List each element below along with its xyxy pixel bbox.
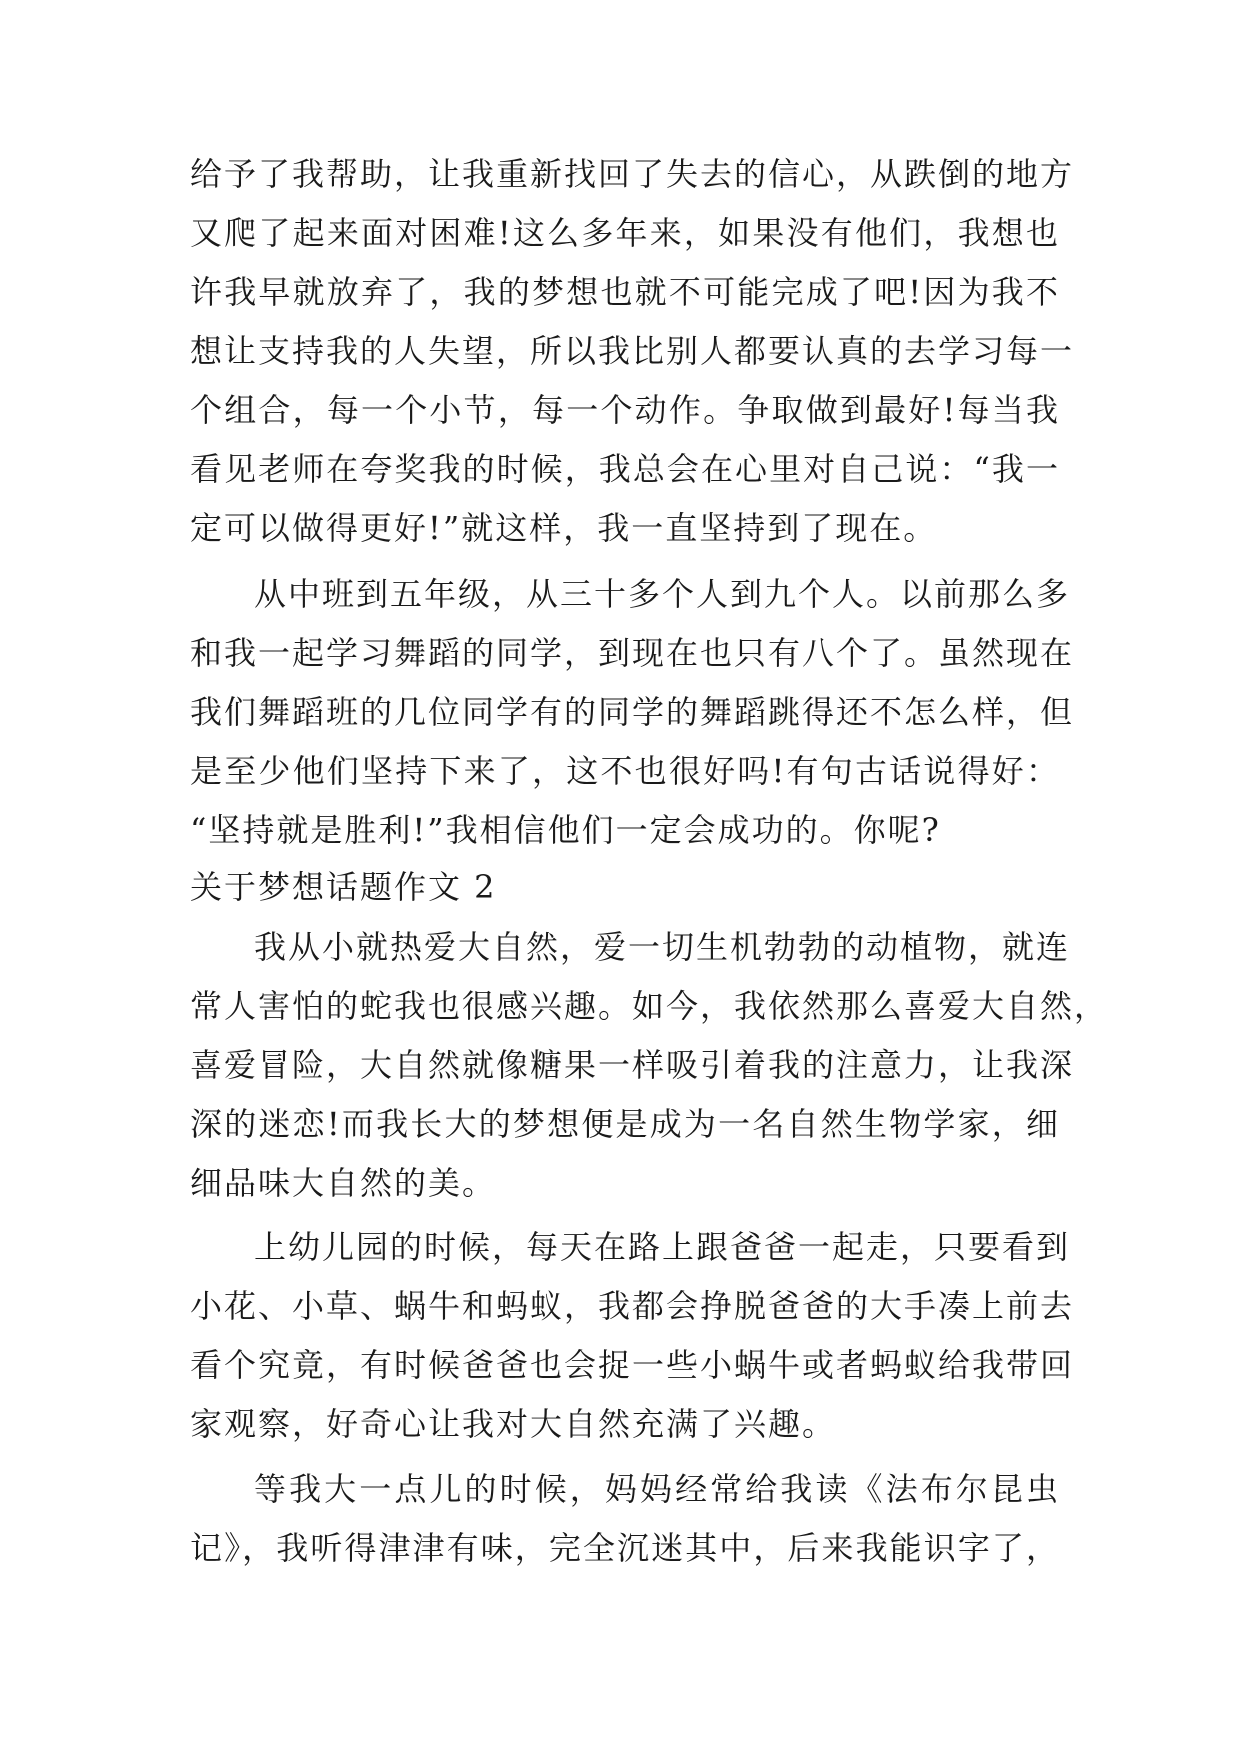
text-line: 个组合，每一个小节，每一个动作。争取做到最好!每当我 <box>190 391 1060 429</box>
text-line: 细品味大自然的美。 <box>190 1164 497 1202</box>
paragraph-first-line: 我从小就热爱大自然，爱一切生机勃勃的动植物，就连 <box>254 928 1071 966</box>
text-line: 深的迷恋!而我长大的梦想便是成为一名自然生物学家，细 <box>190 1105 1060 1143</box>
text-line: 想让支持我的人失望，所以我比别人都要认真的去学习每一 <box>190 332 1075 370</box>
text-line: 又爬了起来面对困难!这么多年来，如果没有他们，我想也 <box>190 214 1060 252</box>
text-line: 是至少他们坚持下来了，这不也很好吗!有句古话说得好： <box>190 752 1060 790</box>
text-line: 看个究竟，有时候爸爸也会捉一些小蜗牛或者蚂蚁给我带回 <box>190 1346 1075 1384</box>
text-line: 喜爱冒险，大自然就像糖果一样吸引着我的注意力，让我深 <box>190 1046 1075 1084</box>
text-line: 小花、小草、蜗牛和蚂蚁，我都会挣脱爸爸的大手凑上前去 <box>190 1287 1075 1325</box>
text-line: 和我一起学习舞蹈的同学，到现在也只有八个了。虽然现在 <box>190 634 1075 672</box>
text-line: 给予了我帮助，让我重新找回了失去的信心，从跌倒的地方 <box>190 155 1075 193</box>
text-line: 我们舞蹈班的几位同学有的同学的舞蹈跳得还不怎么样，但 <box>190 693 1075 731</box>
text-line: 定可以做得更好!”就这样，我一直坚持到了现在。 <box>190 509 938 547</box>
text-line: 看见老师在夸奖我的时候，我总会在心里对自己说：“我一 <box>190 450 1060 488</box>
text-line: 记》，我听得津津有味，完全沉迷其中，后来我能识字了， <box>190 1529 1060 1567</box>
paragraph-first-line: 从中班到五年级，从三十多个人到九个人。以前那么多 <box>254 575 1071 613</box>
section-heading: 关于梦想话题作文 2 <box>190 868 497 906</box>
paragraph-first-line: 上幼儿园的时候，每天在路上跟爸爸一起走，只要看到 <box>254 1228 1071 1266</box>
text-line: 常人害怕的蛇我也很感兴趣。如今，我依然那么喜爱大自然， <box>190 987 1109 1025</box>
text-line: 许我早就放弃了，我的梦想也就不可能完成了吧!因为我不 <box>190 273 1060 311</box>
paragraph-first-line: 等我大一点儿的时候，妈妈经常给我读《法布尔昆虫 <box>254 1470 1060 1508</box>
text-line: 家观察，好奇心让我对大自然充满了兴趣。 <box>190 1405 837 1443</box>
text-line: “坚持就是胜利!”我相信他们一定会成功的。你呢? <box>190 811 941 849</box>
